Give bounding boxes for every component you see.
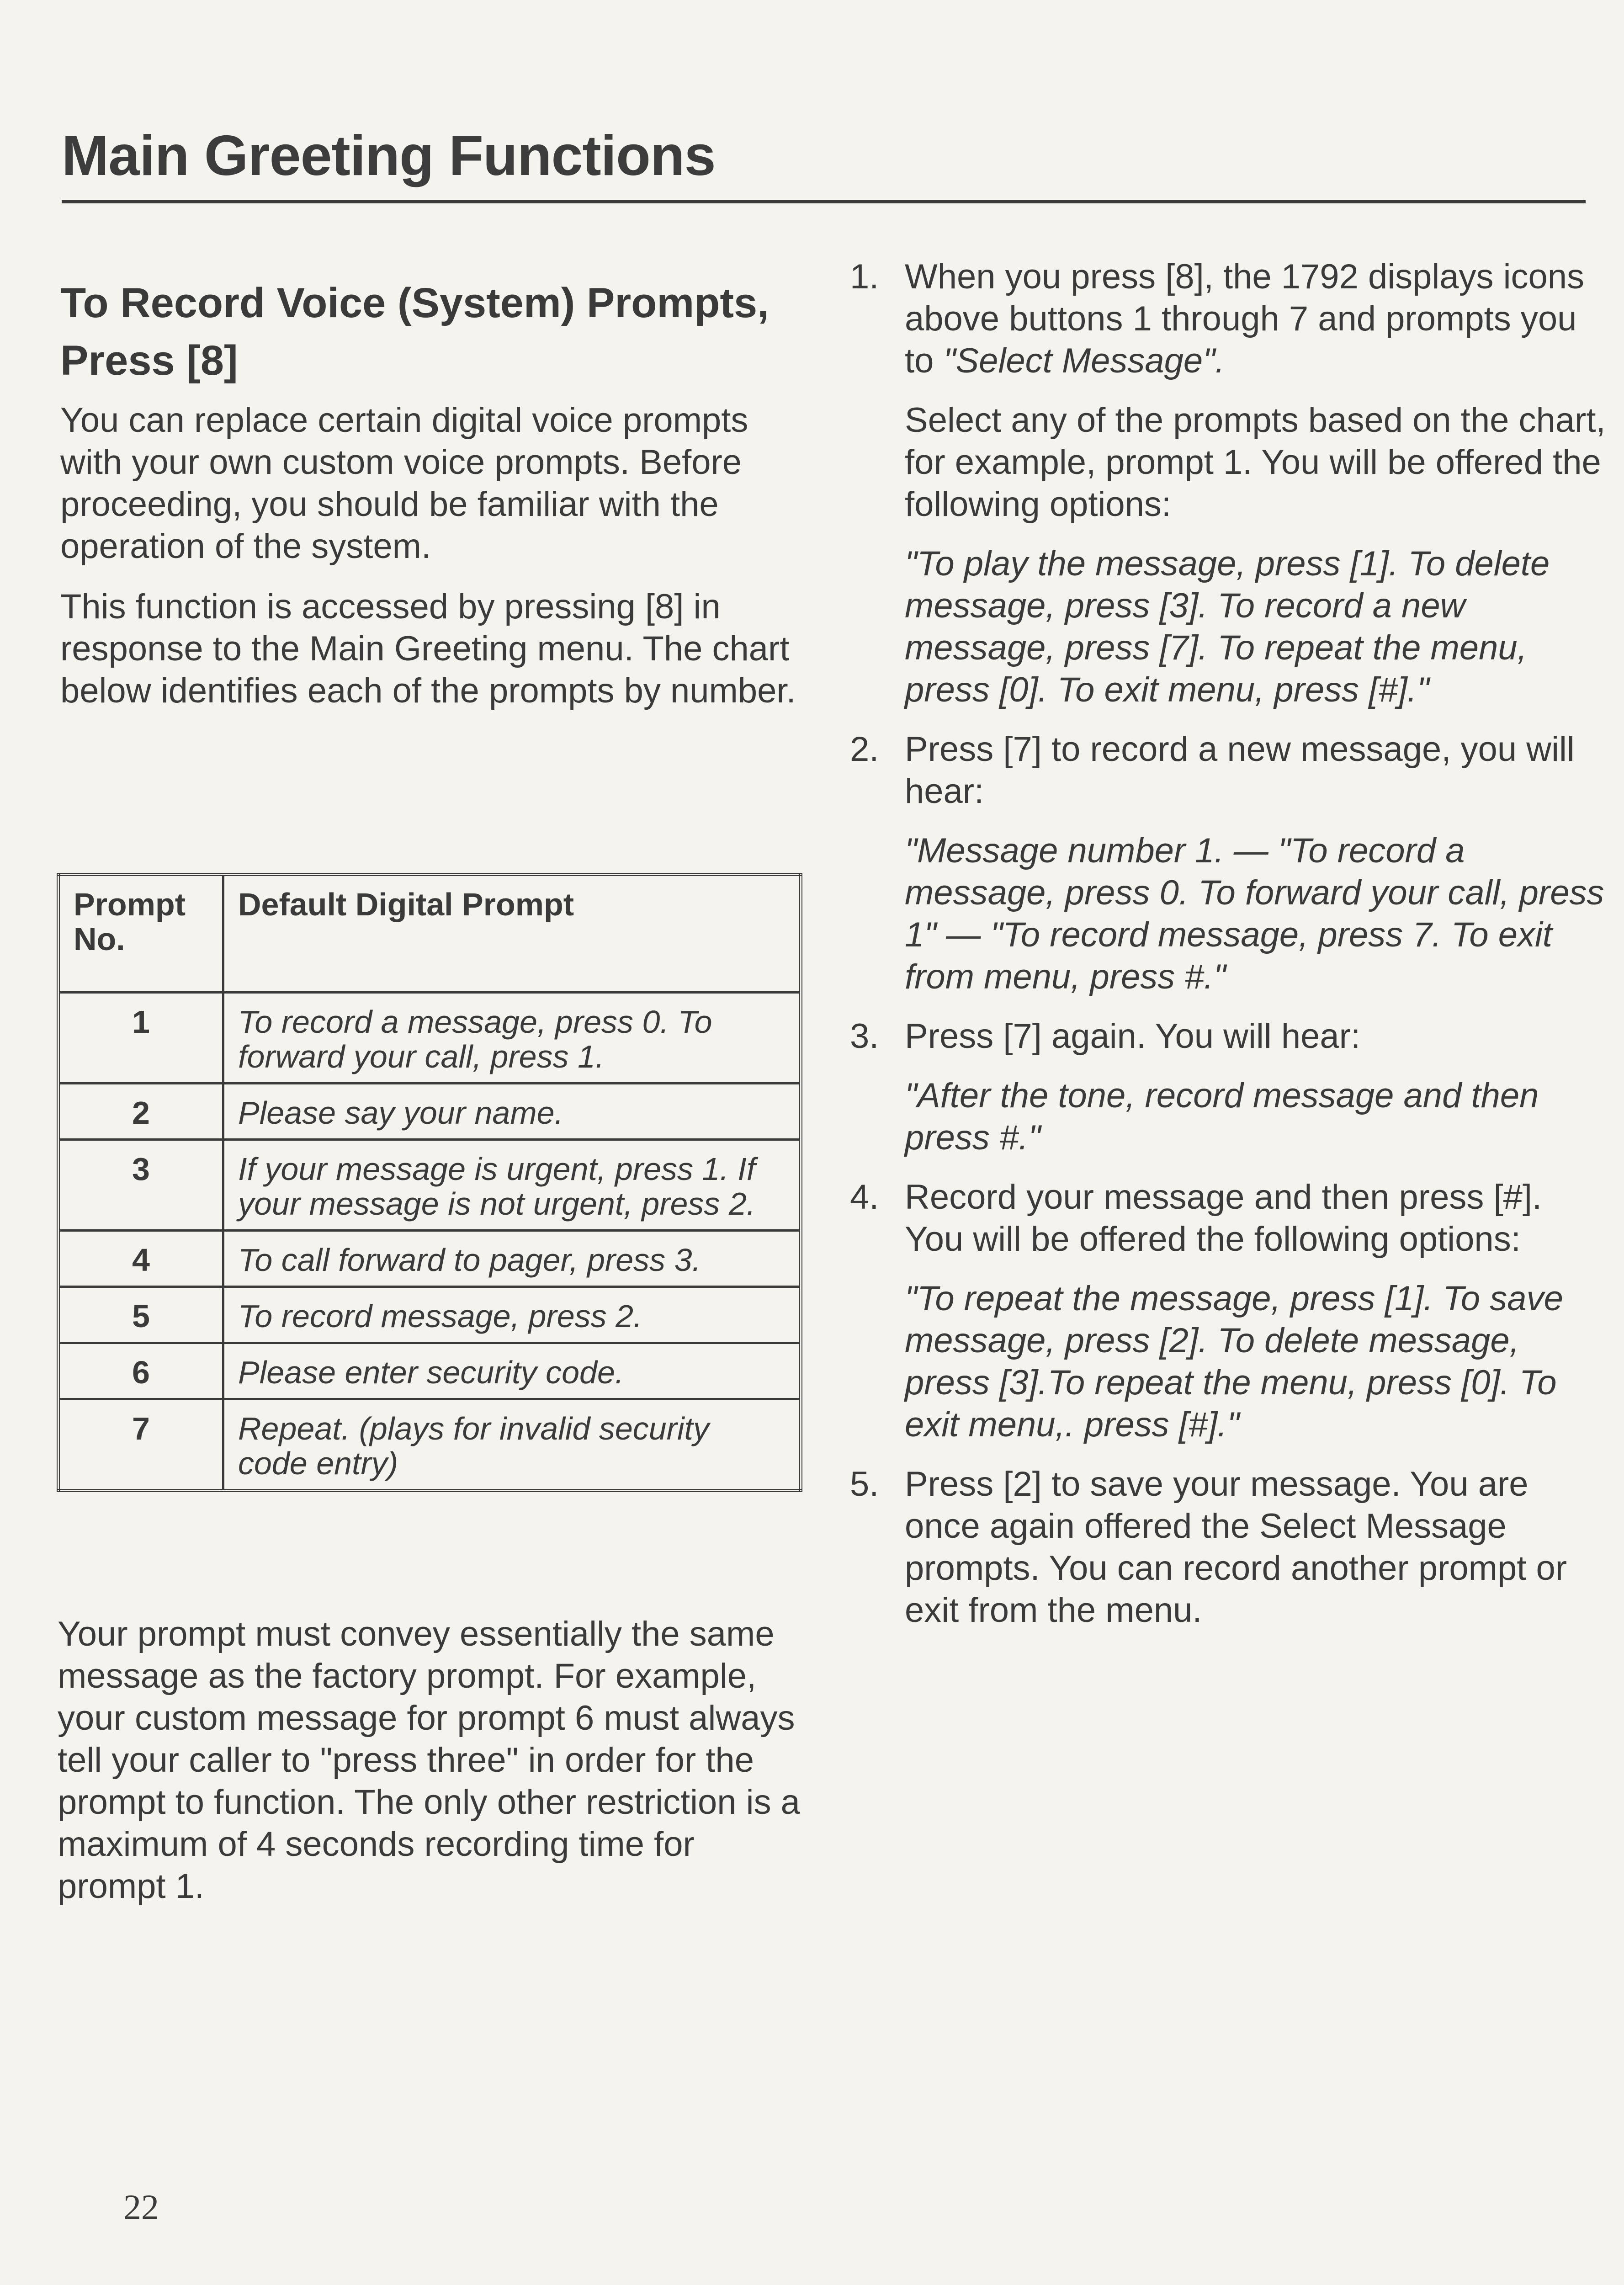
steps-list — [845, 256, 1608, 1631]
prompt-number: 7 — [58, 1399, 223, 1491]
table-row — [58, 993, 801, 1084]
step-text-main: When you press [8], the 1792 displays icons above buttons 1 through 7 and prompts you to — [905, 257, 1585, 380]
list-item — [845, 1015, 1608, 1159]
step-quote: "To repeat the message, press [1]. To save message, press [2]. To delete message, press [3].To repeat the menu, press [0]. To exit menu,. press [#]." — [905, 1279, 1563, 1444]
closing-column — [58, 1613, 807, 1926]
page-number: 22 — [123, 2187, 159, 2227]
step-number: 3. — [850, 1017, 879, 1056]
table-row — [58, 1287, 801, 1343]
intro-paragraph-1: You can replace certain digital voice prompts with your own custom voice prompts. Before proceeding, you should be familiar with the operation of the system. — [60, 401, 748, 566]
step-text-secondary: Select any of the prompts based on the chart, for example, prompt 1. You will be offered the following options: — [905, 401, 1606, 524]
prompts-table — [57, 873, 802, 1492]
step-text: Press [2] to save your message. You are once again offered the Select Message prompts. You can record another prompt or exit from the menu. — [905, 1465, 1567, 1630]
table-row — [58, 1231, 801, 1287]
list-item — [845, 1463, 1608, 1631]
prompt-number: 4 — [58, 1231, 223, 1287]
prompt-number: 1 — [58, 993, 223, 1084]
prompt-number: 3 — [58, 1140, 223, 1231]
table-row — [58, 1343, 801, 1399]
table-row — [58, 1084, 801, 1140]
prompt-text: Please enter security code. — [223, 1343, 801, 1399]
closing-paragraph: Your prompt must convey essentially the same message as the factory prompt. For example, your custom message for prompt 6 must always tell your caller to "press three" in order for the prompt to function. The only other restriction is a maximum of 4 seconds recording time for prompt 1. — [58, 1615, 800, 1906]
step-number: 1. — [850, 257, 879, 296]
step-number: 4. — [850, 1178, 879, 1217]
step-number: 5. — [850, 1465, 879, 1504]
prompt-number: 6 — [58, 1343, 223, 1399]
prompt-number: 5 — [58, 1287, 223, 1343]
page-title: Main Greeting Functions — [62, 124, 716, 187]
prompt-text: Repeat. (plays for invalid security code entry) — [223, 1399, 801, 1491]
step-number: 2. — [850, 730, 879, 769]
prompt-text: Please say your name. — [223, 1084, 801, 1140]
right-column — [845, 256, 1608, 1649]
prompt-text: To call forward to pager, press 3. — [223, 1231, 801, 1287]
list-item — [845, 256, 1608, 711]
header-prompt-number: Prompt No. — [58, 875, 223, 993]
table-row — [58, 1399, 801, 1491]
title-rule — [62, 200, 1586, 203]
header-default-prompt: Default Digital Prompt — [223, 875, 801, 993]
table-header-row — [58, 875, 801, 993]
section-heading: To Record Voice (System) Prompts, Press [8] — [60, 280, 769, 384]
intro-paragraph-2: This function is accessed by pressing [8] in response to the Main Greeting menu. The chart below identifies each of the prompts by number. — [60, 587, 796, 710]
left-column — [60, 274, 801, 730]
step-quote: "Message number 1. — "To record a message, press 0. To forward your call, press 1" — "To record message, press 7. To exit from menu, press #." — [905, 831, 1604, 996]
prompt-text: To record message, press 2. — [223, 1287, 801, 1343]
step-text: Press [7] again. You will hear: — [905, 1017, 1361, 1056]
prompt-text: If your message is urgent, press 1. If your message is not urgent, press 2. — [223, 1140, 801, 1231]
step-quote: "After the tone, record message and then press #." — [905, 1076, 1539, 1157]
step-quote: "To play the message, press [1]. To delete message, press [3]. To record a new message, press [7]. To repeat the menu, press [0]. To exit menu, press [#]." — [905, 544, 1550, 709]
step-text: Record your message and then press [#]. You will be offered the following options: — [905, 1178, 1542, 1259]
step-text: Press [7] to record a new message, you will hear: — [905, 730, 1575, 811]
prompt-number: 2 — [58, 1084, 223, 1140]
step-text — [905, 256, 1608, 382]
table-row — [58, 1140, 801, 1231]
list-item — [845, 1176, 1608, 1446]
list-item — [845, 728, 1608, 998]
step-text-italic: "Select Message". — [943, 341, 1225, 380]
prompt-text: To record a message, press 0. To forward your call, press 1. — [223, 993, 801, 1084]
